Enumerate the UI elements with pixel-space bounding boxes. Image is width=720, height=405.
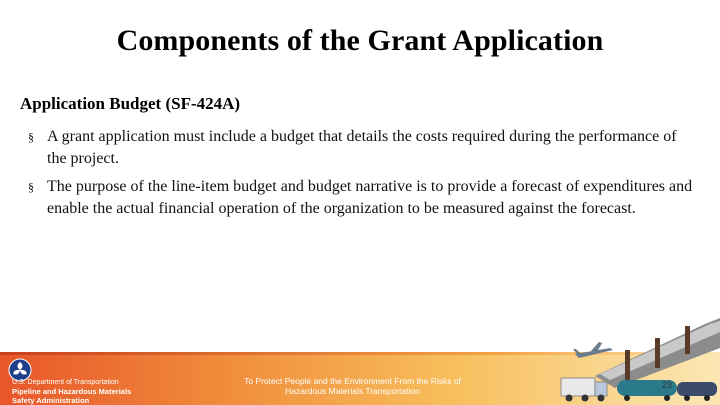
- footer-tagline: [220, 376, 485, 396]
- agency-name-line1: Pipeline and Hazardous Materials: [12, 387, 132, 396]
- tagline-line2: Hazardous Materials Transportation: [285, 386, 420, 396]
- slide-title: Components of the Grant Application: [116, 24, 604, 57]
- bullet-item: [28, 126, 698, 170]
- bullet-marker-icon: §: [28, 130, 34, 144]
- tagline-line1: To Protect People and the Environment From the Risks of: [244, 376, 461, 386]
- pipeline-icon: [595, 318, 720, 388]
- bullet-text: A grant application must include a budget that details the costs required during the performance of the project.: [47, 128, 677, 167]
- agency-name-line2: Safety Administration: [12, 396, 90, 405]
- transport-artwork: [555, 318, 720, 405]
- bullet-list: [28, 126, 698, 226]
- bullet-item: [28, 176, 698, 220]
- airplane-icon: [573, 342, 613, 358]
- slide-subtitle: Application Budget (SF-424A): [20, 94, 241, 113]
- bullet-text: The purpose of the line-item budget and budget narrative is to provide a forecast of expenditures and enable the actual financial operation of the organization to be measured against the forecast.: [47, 178, 693, 217]
- page-number: 23: [662, 380, 673, 390]
- bullet-marker-icon: §: [28, 180, 34, 194]
- truck-icon: [561, 378, 607, 402]
- department-name: U.S. Department of Transportation: [12, 379, 119, 386]
- agency-block: [12, 378, 131, 405]
